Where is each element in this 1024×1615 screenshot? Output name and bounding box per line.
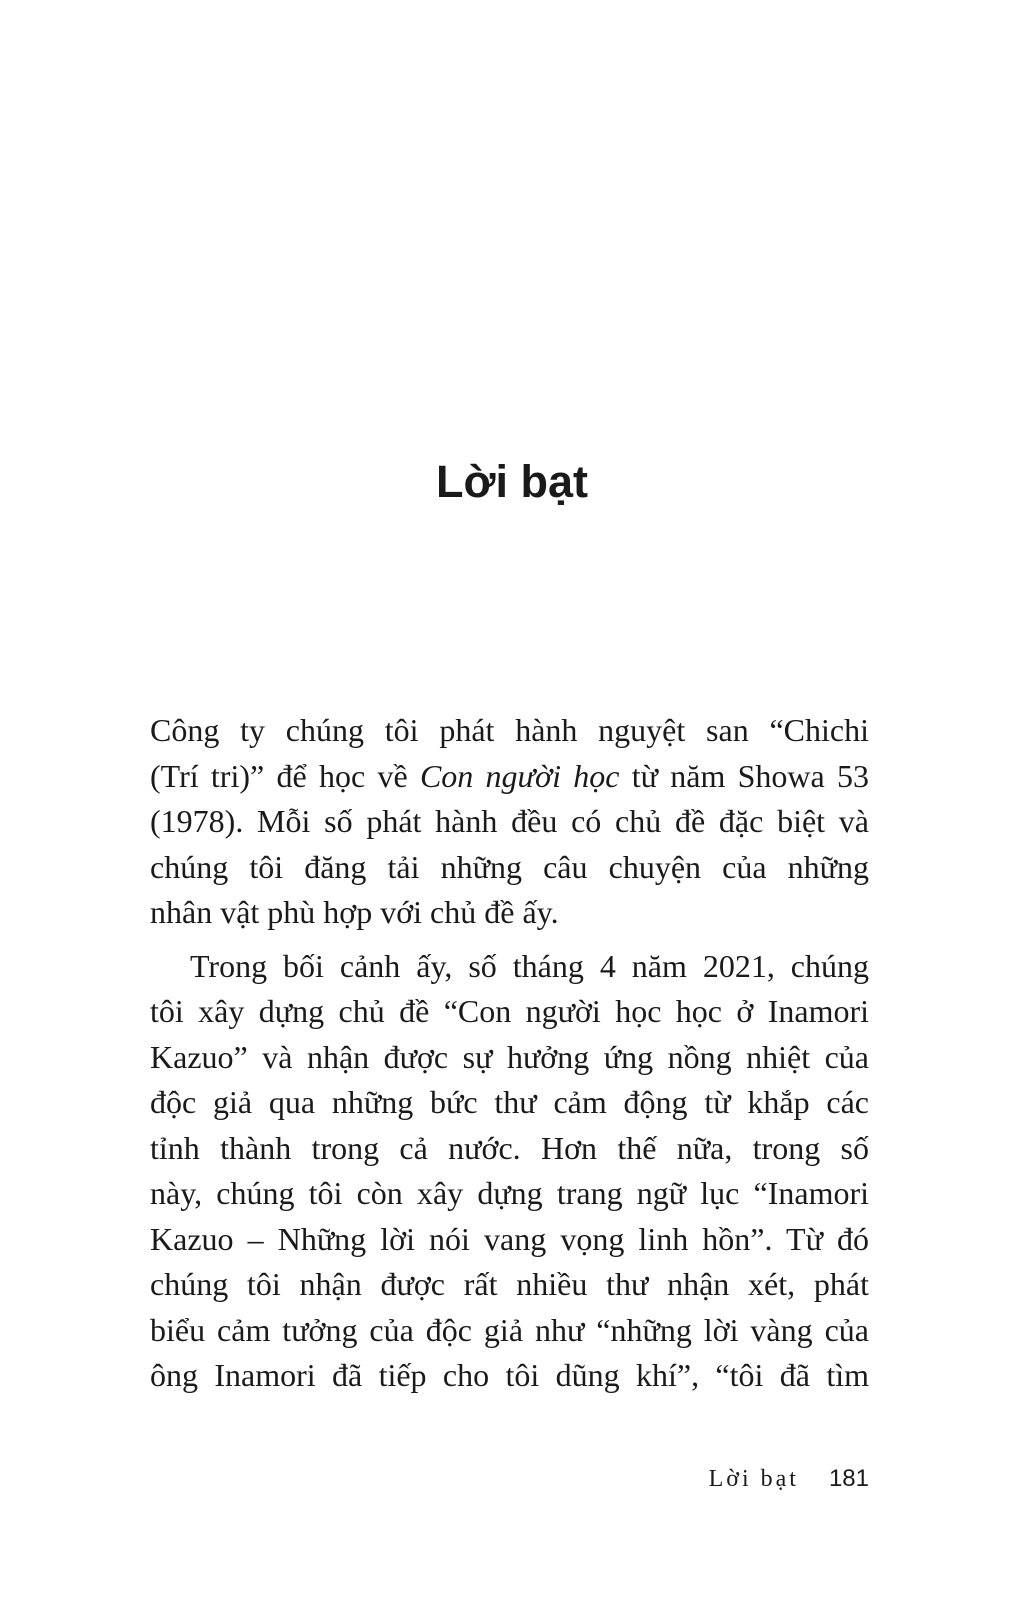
- page-number: 181: [828, 1465, 869, 1492]
- text-span: (Trí tri)” để học về: [150, 757, 420, 794]
- text-line: chúng tôi đăng tải những câu chuyện của những: [150, 848, 869, 885]
- text-line: Kazuo – Những lời nói vang vọng linh hồn”. Từ đó: [150, 1220, 869, 1257]
- text-line: tỉnh thành trong cả nước. Hơn thế nữa, trong số: [150, 1129, 869, 1166]
- text-line: nhân vật phù hợp với chủ đề ấy.: [150, 894, 559, 930]
- running-head: Lời bạt: [708, 1466, 799, 1492]
- text-line: ông Inamori đã tiếp cho tôi dũng khí”, “tôi đã tìm: [150, 1357, 869, 1393]
- text-line: này, chúng tôi còn xây dựng trang ngữ lục “Inamori: [150, 1175, 869, 1211]
- text-line: [150, 754, 869, 800]
- body-text: [150, 708, 869, 1399]
- paragraph-1: [150, 708, 869, 936]
- text-line: Công ty chúng tôi phát hành nguyệt san “Chichi: [150, 712, 869, 748]
- text-line: (1978). Mỗi số phát hành đều có chủ đề đặc biệt và: [150, 803, 869, 839]
- book-title-italic: Con người học: [419, 757, 620, 794]
- text-line: độc giả qua những bức thư cảm động từ khắp các: [150, 1084, 869, 1120]
- text-line: biểu cảm tưởng của độc giả như “những lời vàng của: [150, 1311, 869, 1348]
- text-line: chúng tôi nhận được rất nhiều thư nhận xét, phát: [150, 1266, 869, 1302]
- text-line: tôi xây dựng chủ đề “Con người học học ở Inamori: [150, 993, 869, 1029]
- text-span: từ năm Showa 53: [619, 757, 870, 794]
- text-line: Trong bối cảnh ấy, số tháng 4 năm 2021, chúng: [190, 947, 869, 984]
- page-footer: [709, 1464, 869, 1494]
- text-line: Kazuo” và nhận được sự hưởng ứng nồng nhiệt của: [150, 1038, 869, 1075]
- chapter-title: Lời bạt: [436, 456, 588, 507]
- paragraph-2: [150, 944, 869, 1399]
